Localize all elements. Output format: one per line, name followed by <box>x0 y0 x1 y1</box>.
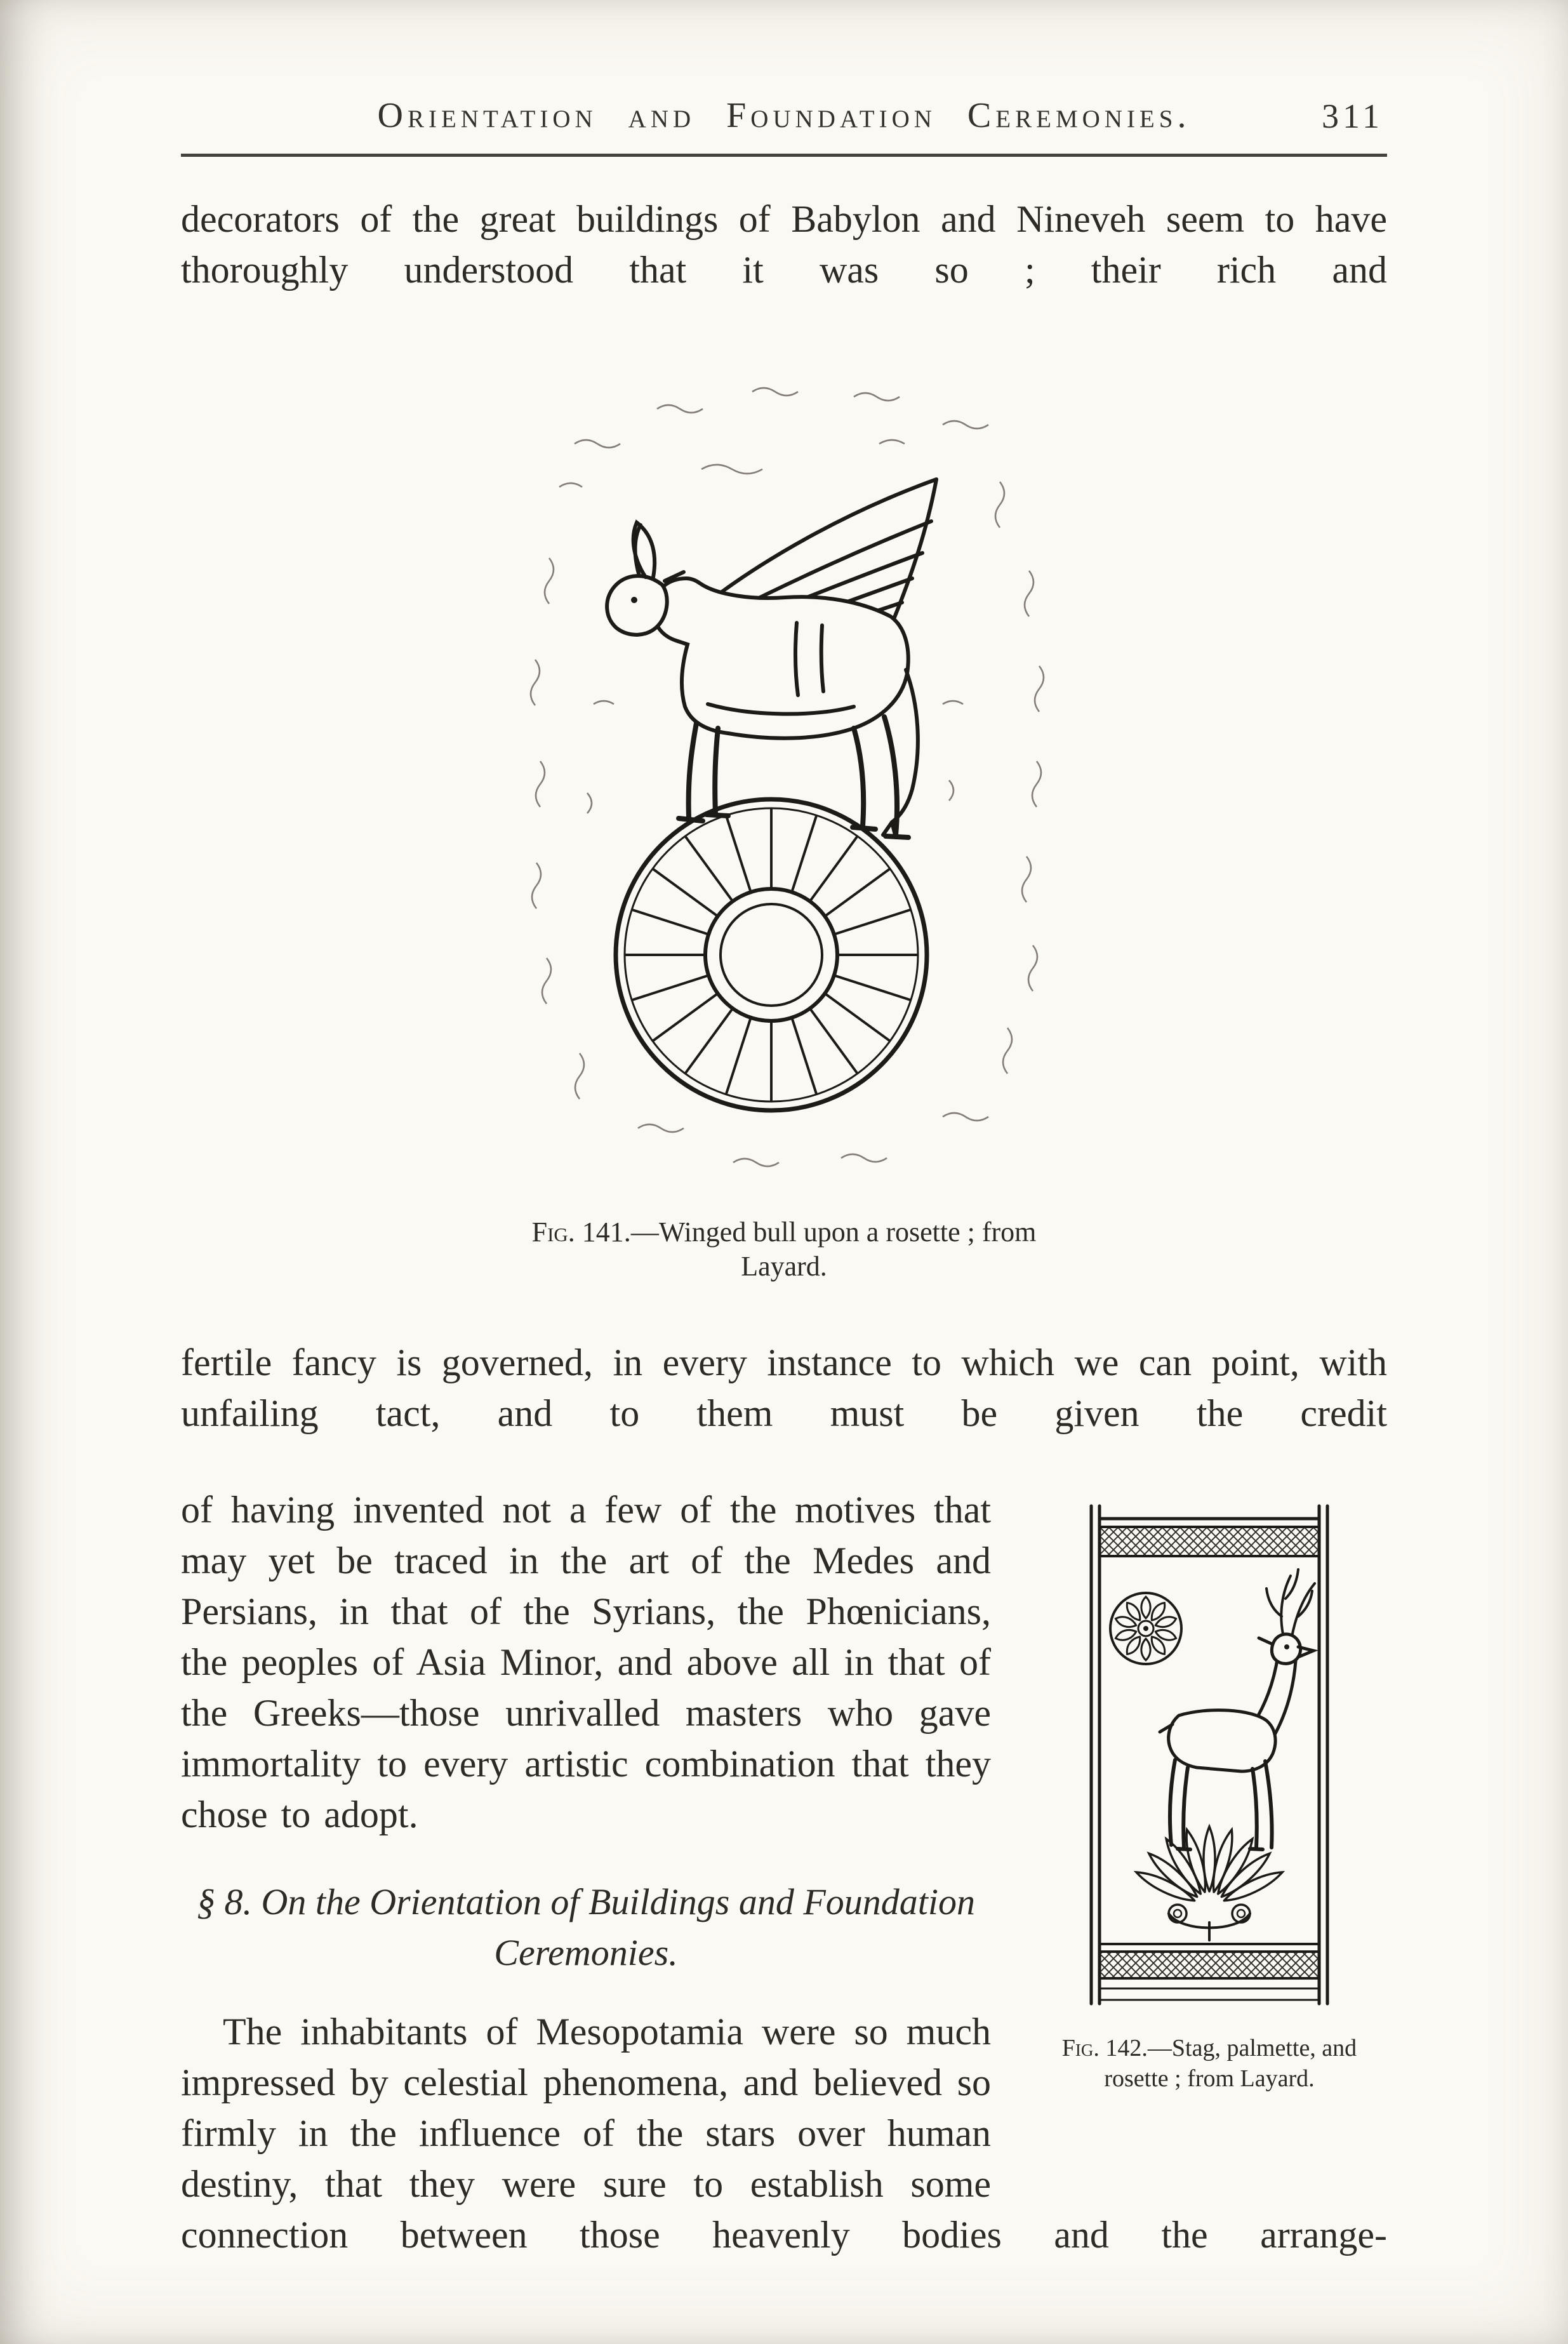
small-rosette <box>1110 1593 1181 1664</box>
figure-142-caption <box>1032 2033 1387 2094</box>
paragraph-motives: of having invented not a few of the motives that may yet be traced in the art of the Medes and Persians, in that of the Syrians, the Phœnicians, the peoples of Asia Minor, and above all in that of the Greeks—those unrivalled masters who gave immortality to every artistic combination that they chose to adopt. <box>181 1489 991 1835</box>
top-hatch-band <box>1100 1527 1319 1556</box>
figure-caption-label: Fig. 142. <box>1061 2035 1148 2061</box>
palmette <box>1134 1827 1285 1940</box>
winged-bull <box>607 479 936 837</box>
header-rule <box>181 154 1387 157</box>
figure-141-caption <box>492 1215 1076 1284</box>
opening-paragraph: decorators of the great buildings of Babylon and Nineveh seem to have thoroughly understood that it was so ; their rich and <box>181 198 1387 291</box>
section-8-heading: § 8. On the Orientation of Buildings and Foundation Ceremonies. <box>196 1881 975 1973</box>
paragraph-inhabitants: The inhabitants of Mesopotamia were so much impressed by celestial phenomena, and believed so firmly in the influence of the stars over human destiny, that they were sure to establish some connection between those heavenly bodies and the arrange- <box>181 2011 1387 2256</box>
stag <box>1160 1569 1315 1849</box>
bottom-bands <box>1100 1944 1319 2000</box>
figure-caption-text: —Winged bull upon a rosette ; from Layard. <box>630 1216 1037 1282</box>
rosette <box>616 799 927 1110</box>
page-number: 311 <box>1322 97 1383 135</box>
text-flow <box>181 1484 1387 2260</box>
figure-caption-label: Fig. 141. <box>531 1216 631 1248</box>
paragraph-fertile-fancy: fertile fancy is governed, in every instance to which we can point, with unfailing tact, and to them must be given the credit <box>181 1342 1387 1434</box>
figure-142 <box>1032 1492 1387 2094</box>
winged-bull-rosette-engraving <box>498 349 1070 1193</box>
running-head: Orientation and Foundation Ceremonies. <box>377 96 1191 135</box>
stag-palmette-rosette-engraving <box>1082 1492 1336 2019</box>
figure-caption-text: —Stag, palmette, and rosette ; from Layard. <box>1104 2035 1357 2092</box>
page-header <box>181 95 1387 140</box>
figure-141 <box>492 349 1076 1284</box>
